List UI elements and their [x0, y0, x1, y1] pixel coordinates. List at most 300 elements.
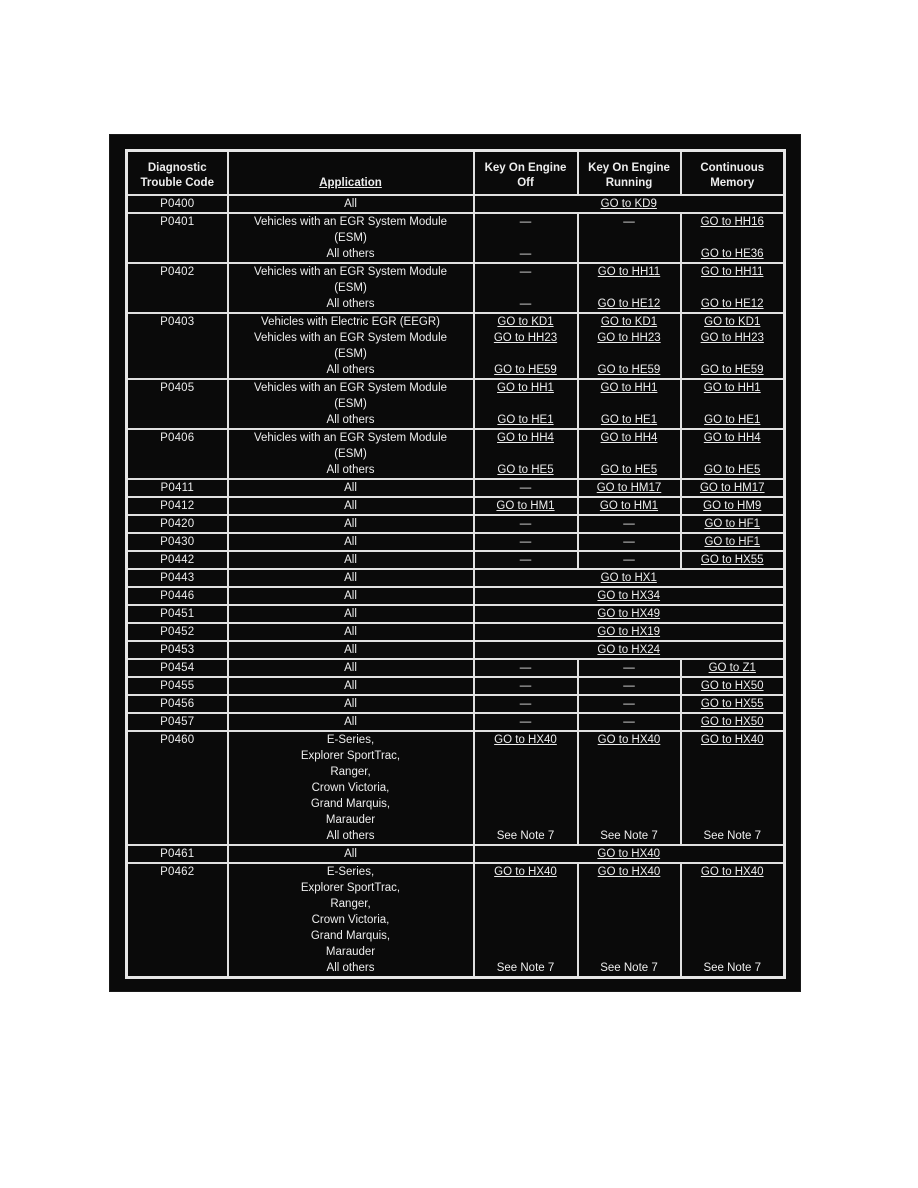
text-line: See Note 7	[496, 830, 555, 842]
go-to-link[interactable]: GO to HE36	[700, 248, 764, 260]
text-line: All others	[326, 298, 375, 310]
result-line	[684, 480, 782, 496]
dtc-code-cell	[127, 533, 228, 551]
go-to-link[interactable]: GO to HH1	[703, 382, 761, 394]
koer-cell	[578, 863, 681, 978]
column-header-dtc	[127, 151, 228, 196]
text-line: See Note 7	[600, 830, 658, 842]
result-line	[581, 498, 678, 514]
go-to-link[interactable]: GO to HX55	[700, 554, 764, 566]
result-line	[477, 570, 782, 586]
text-line: Vehicles with an EGR System Module	[253, 266, 448, 278]
koer-cell	[578, 533, 681, 551]
table-row	[127, 605, 785, 623]
dash: —	[519, 716, 532, 728]
go-to-link[interactable]: GO to HX40	[597, 866, 661, 878]
table-row	[127, 263, 785, 313]
text-line: E-Series,	[326, 866, 375, 878]
result-line	[581, 480, 678, 496]
result-line	[581, 314, 678, 330]
go-to-link[interactable]: GO to Z1	[708, 662, 756, 674]
go-to-link[interactable]: GO to HE59	[700, 364, 764, 376]
result-line	[684, 264, 782, 280]
cm-cell	[681, 731, 785, 845]
koer-cell	[578, 659, 681, 677]
text-line: P0462	[160, 866, 195, 878]
application-cell	[228, 641, 474, 659]
go-to-link[interactable]: GO to KD1	[600, 316, 658, 328]
dash: —	[519, 680, 532, 692]
empty-line	[684, 896, 782, 912]
koer-cell	[578, 695, 681, 713]
text-line: Grand Marquis,	[310, 798, 391, 810]
go-to-link[interactable]: GO to HH11	[701, 266, 764, 278]
text-line: Crown Victoria,	[311, 782, 390, 794]
dash: —	[519, 698, 532, 710]
empty-line	[684, 812, 782, 828]
result-line	[581, 380, 678, 396]
koeo-cell	[474, 429, 578, 479]
text-line: P0446	[160, 590, 195, 602]
text-line: See Note 7	[600, 962, 658, 974]
column-header-koeo	[474, 151, 578, 196]
dtc-code-cell	[127, 695, 228, 713]
go-to-link[interactable]: GO to HX40	[494, 734, 557, 746]
dtc-code-cell	[127, 587, 228, 605]
koer-cell	[578, 497, 681, 515]
empty-line	[581, 780, 678, 796]
dtc-code-cell	[127, 623, 228, 641]
table-row	[127, 313, 785, 379]
text-line: All	[344, 482, 357, 494]
text-line: P0411	[160, 482, 194, 494]
go-to-link[interactable]: GO to HX24	[597, 644, 661, 656]
result-line	[684, 430, 782, 446]
header-line: Off	[517, 177, 534, 189]
text-line: P0454	[160, 662, 195, 674]
go-to-link[interactable]: GO to HX40	[700, 866, 764, 878]
result-line	[684, 516, 782, 532]
koer-cell	[578, 551, 681, 569]
go-to-link[interactable]: GO to HM17	[699, 482, 765, 494]
table-row	[127, 713, 785, 731]
dtc-code-cell	[127, 605, 228, 623]
header-line: Trouble Code	[140, 177, 214, 189]
go-to-link[interactable]: GO to HE59	[494, 364, 557, 376]
text-line: P0461	[160, 848, 195, 860]
dtc-code-cell	[127, 677, 228, 695]
header-line: Key On Engine	[484, 162, 567, 174]
text-line: All others	[326, 830, 375, 842]
result-line	[581, 362, 678, 378]
result-line	[477, 732, 575, 748]
empty-line	[477, 812, 575, 828]
merged-result-cell	[474, 587, 785, 605]
result-line	[684, 732, 782, 748]
result-line	[477, 642, 782, 658]
empty-line	[581, 396, 678, 412]
result-line	[477, 330, 575, 346]
empty-line	[581, 796, 678, 812]
go-to-link[interactable]: GO to HX49	[597, 608, 661, 620]
text-line: Marauder	[325, 946, 376, 958]
koeo-cell	[474, 695, 578, 713]
koeo-cell	[474, 515, 578, 533]
go-to-link[interactable]: GO to KD1	[704, 316, 761, 328]
empty-line	[477, 446, 575, 462]
text-line: All	[344, 500, 357, 512]
dash: —	[623, 698, 635, 710]
dash: —	[623, 662, 635, 674]
application-cell	[228, 313, 474, 379]
text-line: Vehicles with an EGR System Module	[253, 216, 448, 228]
cm-cell	[681, 263, 785, 313]
empty-line	[477, 896, 575, 912]
go-to-link[interactable]: GO to HH4	[703, 432, 761, 444]
text-line: (ESM)	[334, 448, 367, 460]
empty-line	[684, 928, 782, 944]
application-cell	[228, 551, 474, 569]
result-line	[477, 380, 575, 396]
result-line	[477, 362, 575, 378]
go-to-link[interactable]: GO to HE12	[597, 298, 661, 310]
result-line	[477, 196, 782, 212]
empty-line	[684, 780, 782, 796]
text-line: P0442	[160, 554, 195, 566]
text-line: Ranger,	[330, 766, 371, 778]
empty-line	[684, 230, 782, 246]
koeo-cell	[474, 213, 578, 263]
go-to-link[interactable]: GO to HE1	[600, 414, 658, 426]
result-line	[684, 660, 782, 676]
text-line: P0406	[160, 432, 195, 444]
application-cell	[228, 731, 474, 845]
empty-line	[477, 780, 575, 796]
application-cell	[228, 677, 474, 695]
table-row	[127, 641, 785, 659]
text-line: Explorer SportTrac,	[300, 882, 401, 894]
go-to-link[interactable]: GO to HM1	[496, 500, 555, 512]
koer-cell	[578, 731, 681, 845]
go-to-link[interactable]: GO to HX50	[700, 680, 764, 692]
koeo-cell	[474, 533, 578, 551]
scanned-table-panel	[110, 135, 800, 991]
table-row	[127, 677, 785, 695]
text-line: All others	[326, 962, 375, 974]
empty-line	[477, 748, 575, 764]
dtc-directory-table	[125, 149, 786, 979]
go-to-link[interactable]: GO to HH23	[493, 332, 558, 344]
dash: —	[519, 662, 532, 674]
koer-cell	[578, 379, 681, 429]
go-to-link[interactable]: GO to HH23	[597, 332, 661, 344]
text-line: P0457	[160, 716, 195, 728]
header-row	[127, 151, 785, 196]
text-line: P0420	[160, 518, 195, 530]
go-to-link[interactable]: GO to HE12	[700, 298, 764, 310]
go-to-link[interactable]: GO to KD1	[497, 316, 554, 328]
dtc-code-cell	[127, 713, 228, 731]
column-header-cm	[681, 151, 785, 196]
dtc-code-cell	[127, 497, 228, 515]
table-row	[127, 695, 785, 713]
column-header-application	[228, 151, 474, 196]
dash: —	[519, 248, 532, 260]
result-line	[684, 362, 782, 378]
go-to-link[interactable]: GO to HX19	[597, 626, 661, 638]
empty-line	[581, 764, 678, 780]
go-to-link[interactable]: GO to HM17	[596, 482, 662, 494]
dtc-code-cell	[127, 641, 228, 659]
go-to-link[interactable]: GO to HH4	[497, 432, 554, 444]
go-to-link[interactable]: GO to HX40	[597, 848, 661, 860]
result-line	[581, 296, 678, 312]
result-line	[684, 696, 782, 712]
go-to-link[interactable]: GO to HX34	[597, 590, 661, 602]
cm-cell	[681, 551, 785, 569]
header-line: Continuous	[700, 162, 765, 174]
go-to-link[interactable]: GO to HH1	[497, 382, 554, 394]
text-line: (ESM)	[334, 282, 367, 294]
text-line: P0456	[160, 698, 195, 710]
result-line	[684, 462, 782, 478]
dtc-code-cell	[127, 569, 228, 587]
koeo-cell	[474, 677, 578, 695]
go-to-link[interactable]: GO to HX40	[494, 866, 557, 878]
application-cell	[228, 213, 474, 263]
go-to-link[interactable]: GO to HH11	[597, 266, 661, 278]
text-line: (ESM)	[334, 348, 367, 360]
dash: —	[519, 216, 532, 228]
result-line	[684, 296, 782, 312]
text-line: P0455	[160, 680, 195, 692]
koer-cell	[578, 213, 681, 263]
cm-cell	[681, 379, 785, 429]
header-line: Diagnostic	[147, 162, 207, 174]
go-to-link[interactable]: GO to HE1	[497, 414, 554, 426]
header-line: Memory	[710, 177, 755, 189]
table-row	[127, 731, 785, 845]
cm-cell	[681, 213, 785, 263]
koeo-cell	[474, 659, 578, 677]
text-line: All others	[326, 414, 375, 426]
koer-cell	[578, 429, 681, 479]
table-row	[127, 195, 785, 213]
merged-result-cell	[474, 195, 785, 213]
merged-result-cell	[474, 605, 785, 623]
koer-cell	[578, 313, 681, 379]
empty-line	[684, 396, 782, 412]
application-cell	[228, 195, 474, 213]
dtc-code-cell	[127, 731, 228, 845]
text-line: All others	[326, 464, 375, 476]
application-cell	[228, 429, 474, 479]
empty-line	[684, 748, 782, 764]
text-line: All	[344, 572, 357, 584]
text-line: E-Series,	[326, 734, 375, 746]
koeo-cell	[474, 863, 578, 978]
text-line: P0453	[160, 644, 195, 656]
go-to-link[interactable]: GO to HM9	[703, 500, 762, 512]
merged-result-cell	[474, 623, 785, 641]
koeo-cell	[474, 379, 578, 429]
result-line	[477, 412, 575, 428]
result-line	[477, 314, 575, 330]
text-line: P0403	[160, 316, 195, 328]
application-cell	[228, 479, 474, 497]
table-row	[127, 379, 785, 429]
column-header-koer	[578, 151, 681, 196]
koeo-cell	[474, 479, 578, 497]
go-to-link[interactable]: GO to HH1	[600, 382, 658, 394]
result-line	[477, 846, 782, 862]
text-line: Vehicles with Electric EGR (EEGR)	[261, 316, 440, 328]
result-line	[684, 412, 782, 428]
result-line	[477, 462, 575, 478]
empty-line	[477, 880, 575, 896]
table-row	[127, 587, 785, 605]
empty-line	[581, 944, 678, 960]
go-to-link[interactable]: GO to HE1	[704, 414, 761, 426]
result-line	[581, 462, 678, 478]
merged-result-cell	[474, 845, 785, 863]
cm-cell	[681, 713, 785, 731]
empty-line	[477, 346, 575, 362]
koeo-cell	[474, 263, 578, 313]
table-row	[127, 479, 785, 497]
text-line: P0452	[160, 626, 195, 638]
dash: —	[519, 554, 532, 566]
text-line: All	[344, 848, 357, 860]
result-line	[684, 214, 782, 230]
dtc-code-cell	[127, 313, 228, 379]
header-line: Running	[605, 177, 653, 189]
go-to-link[interactable]: GO to HF1	[704, 518, 761, 530]
empty-line	[477, 230, 575, 246]
result-line	[477, 624, 782, 640]
koer-cell	[578, 479, 681, 497]
go-to-link[interactable]: GO to HF1	[704, 536, 761, 548]
text-line: All	[344, 518, 357, 530]
table-row	[127, 659, 785, 677]
text-line: See Note 7	[703, 962, 762, 974]
table-row	[127, 429, 785, 479]
text-line: Vehicles with an EGR System Module	[253, 432, 448, 444]
application-cell	[228, 263, 474, 313]
go-to-link[interactable]: GO to HX55	[700, 698, 764, 710]
empty-line	[581, 880, 678, 896]
merged-result-cell	[474, 569, 785, 587]
cm-cell	[681, 863, 785, 978]
application-cell	[228, 863, 474, 978]
text-line: Marauder	[325, 814, 376, 826]
dtc-code-cell	[127, 863, 228, 978]
go-to-link[interactable]: GO to HE5	[497, 464, 554, 476]
text-line: Explorer SportTrac,	[300, 750, 401, 762]
table-row	[127, 569, 785, 587]
result-line	[477, 498, 575, 514]
dtc-code-cell	[127, 479, 228, 497]
go-to-link[interactable]: GO to HM1	[599, 500, 659, 512]
koeo-cell	[474, 731, 578, 845]
go-to-link[interactable]: GO to HH23	[700, 332, 764, 344]
go-to-link[interactable]: GO to HX50	[700, 716, 764, 728]
dtc-code-cell	[127, 515, 228, 533]
koeo-cell	[474, 551, 578, 569]
koeo-cell	[474, 313, 578, 379]
text-line: P0412	[160, 500, 195, 512]
text-line: See Note 7	[703, 830, 762, 842]
go-to-link[interactable]: GO to KD9	[600, 198, 657, 210]
application-cell	[228, 533, 474, 551]
empty-line	[684, 880, 782, 896]
text-line: Ranger,	[330, 898, 371, 910]
result-line	[684, 380, 782, 396]
go-to-link[interactable]: GO to HH16	[700, 216, 764, 228]
dash: —	[519, 536, 532, 548]
text-line: Crown Victoria,	[311, 914, 390, 926]
empty-line	[477, 280, 575, 296]
table-row	[127, 863, 785, 978]
text-line: See Note 7	[496, 962, 555, 974]
go-to-link[interactable]: GO to HH4	[600, 432, 658, 444]
merged-result-cell	[474, 641, 785, 659]
cm-cell	[681, 533, 785, 551]
empty-line	[684, 796, 782, 812]
table-row	[127, 515, 785, 533]
result-line	[684, 314, 782, 330]
go-to-link[interactable]: GO to HE5	[704, 464, 761, 476]
empty-line	[581, 812, 678, 828]
application-cell	[228, 515, 474, 533]
dtc-code-cell	[127, 845, 228, 863]
empty-line	[477, 912, 575, 928]
application-cell	[228, 623, 474, 641]
empty-line	[684, 912, 782, 928]
dtc-code-cell	[127, 195, 228, 213]
cm-cell	[681, 659, 785, 677]
text-line: All	[344, 662, 357, 674]
text-line: All	[344, 590, 357, 602]
result-line	[581, 864, 678, 880]
empty-line	[684, 764, 782, 780]
cm-cell	[681, 695, 785, 713]
go-to-link[interactable]: GO to HE59	[597, 364, 661, 376]
result-line	[581, 264, 678, 280]
go-to-link[interactable]: GO to HX1	[600, 572, 657, 584]
koer-cell	[578, 677, 681, 695]
text-line: P0402	[160, 266, 195, 278]
empty-line	[581, 896, 678, 912]
application-cell	[228, 713, 474, 731]
go-to-link[interactable]: GO to HX40	[597, 734, 661, 746]
text-line: P0405	[160, 382, 195, 394]
empty-line	[477, 764, 575, 780]
cm-cell	[681, 479, 785, 497]
result-line	[684, 678, 782, 694]
dash: —	[519, 266, 532, 278]
table-body	[127, 195, 785, 978]
application-cell	[228, 845, 474, 863]
application-cell	[228, 497, 474, 515]
application-cell	[228, 695, 474, 713]
table-row	[127, 623, 785, 641]
go-to-link[interactable]: GO to HE5	[600, 464, 658, 476]
go-to-link[interactable]: GO to HX40	[700, 734, 764, 746]
dtc-code-cell	[127, 379, 228, 429]
result-line	[684, 714, 782, 730]
dash: —	[519, 298, 532, 310]
